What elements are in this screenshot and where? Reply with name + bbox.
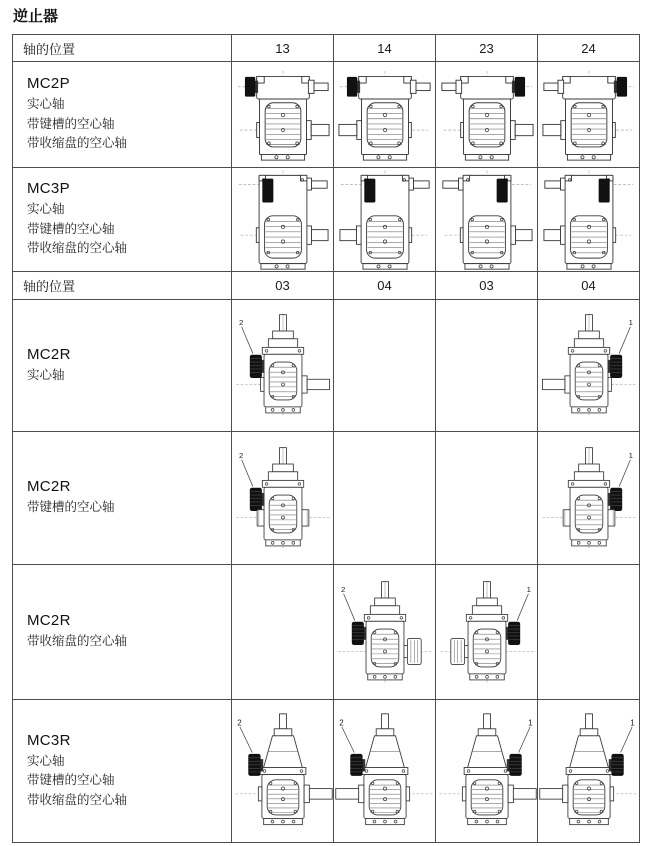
drawing-cell: [334, 565, 436, 700]
gearbox-drawing-r2-backstop-right: [539, 445, 639, 552]
drawing-cell: [538, 168, 640, 272]
svg-text:1: 1: [630, 718, 635, 728]
drawing-cell: [538, 62, 640, 168]
shaft-type-label: 带键槽的空心轴: [27, 500, 115, 515]
gearbox-drawing-p3-backstop-left: [235, 168, 331, 271]
model-name: MC3P: [27, 180, 70, 198]
gearbox-drawing-r2-backstop-right: [539, 312, 639, 419]
drawing-cell: [334, 168, 436, 272]
svg-text:2: 2: [340, 584, 345, 594]
position-code-cell: 03: [436, 272, 538, 300]
svg-text:2: 2: [238, 450, 243, 460]
gearbox-drawing-p3-backstop-left: [337, 168, 433, 271]
gearbox-drawing-r3-backstop-right: [436, 711, 538, 831]
drawing-cell: [334, 62, 436, 168]
model-row-mc3p: [13, 168, 640, 272]
shaft-type-label: 带键槽的空心轴: [27, 221, 115, 236]
shaft-type-label: 带键槽的空心轴: [27, 773, 115, 788]
model-label-cell: [13, 62, 232, 168]
position-code-cell: 04: [334, 272, 436, 300]
model-name: MC2R: [27, 478, 71, 496]
model-label-cell: [13, 432, 232, 565]
shaft-type-label: 带收缩盘的空心轴: [27, 634, 128, 649]
gearbox-drawing-p3-backstop-right: [541, 168, 637, 271]
shaft-type-label: 实心轴: [27, 202, 65, 217]
drawing-cell: [232, 62, 334, 168]
gearbox-drawing-r2-backstop-left: [233, 312, 333, 419]
drawing-cell: [538, 432, 640, 565]
gearbox-drawing-p3-backstop-right: [439, 168, 535, 271]
model-name: MC2R: [27, 345, 71, 363]
position-code-cell: 13: [232, 35, 334, 62]
position-code-cell: 03: [232, 272, 334, 300]
svg-text:2: 2: [237, 718, 242, 728]
position-header-row: [13, 35, 640, 62]
page-title: 逆止器: [13, 8, 59, 25]
model-label-cell: [13, 565, 232, 700]
model-name: MC2R: [27, 612, 71, 630]
axis-position-label-cell: 轴的位置: [13, 35, 232, 62]
empty-cell: [232, 565, 334, 700]
axis-position-label-cell: 轴的位置: [13, 272, 232, 300]
svg-text:1: 1: [528, 718, 533, 728]
gearbox-drawing-r2-backstop-right: [437, 579, 537, 686]
shaft-type-label: 实心轴: [27, 367, 65, 382]
model-label-cell: [13, 168, 232, 272]
gearbox-drawing-r2-backstop-left: [335, 579, 435, 686]
shaft-type-label: 带收缩盘的空心轴: [27, 136, 128, 151]
gearbox-drawing-p2-backstop-right: [438, 68, 536, 162]
svg-text:1: 1: [628, 450, 633, 460]
drawing-cell: [334, 700, 436, 843]
gearbox-drawing-r3-backstop-left: [232, 711, 334, 831]
position-code-cell: 04: [538, 272, 640, 300]
backstop-configuration-table: [12, 34, 640, 843]
shaft-type-label: 实心轴: [27, 97, 65, 112]
model-row-mc2r: [13, 300, 640, 432]
empty-cell: [334, 432, 436, 565]
drawing-cell: [436, 168, 538, 272]
model-row-mc2r: [13, 565, 640, 700]
empty-cell: [436, 432, 538, 565]
table-body: [13, 35, 640, 843]
drawing-cell: [232, 168, 334, 272]
model-row-mc2p: [13, 62, 640, 168]
model-name: MC2P: [27, 75, 70, 93]
position-code-cell: 14: [334, 35, 436, 62]
shaft-type-label: 带收缩盘的空心轴: [27, 792, 128, 807]
empty-cell: [436, 300, 538, 432]
svg-text:2: 2: [238, 317, 243, 327]
model-row-mc3r: [13, 700, 640, 843]
gearbox-drawing-r2-backstop-left: [233, 445, 333, 552]
gearbox-drawing-p2-backstop-left: [234, 68, 332, 162]
svg-text:1: 1: [628, 317, 633, 327]
drawing-cell: [436, 62, 538, 168]
shaft-type-label: 带收缩盘的空心轴: [27, 241, 128, 256]
gearbox-drawing-r3-backstop-left: [334, 711, 436, 831]
model-label-cell: [13, 700, 232, 843]
svg-text:2: 2: [339, 718, 344, 728]
gearbox-drawing-r3-backstop-right: [538, 711, 640, 831]
model-name: MC3R: [27, 731, 71, 749]
gearbox-drawing-p2-backstop-right: [540, 68, 638, 162]
drawing-cell: [538, 300, 640, 432]
model-label-cell: [13, 300, 232, 432]
empty-cell: [334, 300, 436, 432]
drawing-cell: [232, 300, 334, 432]
svg-text:1: 1: [526, 584, 531, 594]
drawing-cell: [436, 700, 538, 843]
empty-cell: [538, 565, 640, 700]
drawing-cell: [232, 432, 334, 565]
shaft-type-label: 实心轴: [27, 753, 65, 768]
gearbox-drawing-p2-backstop-left: [336, 68, 434, 162]
model-row-mc2r: [13, 432, 640, 565]
shaft-type-label: 带键槽的空心轴: [27, 116, 115, 131]
drawing-cell: [232, 700, 334, 843]
position-header-row: [13, 272, 640, 300]
position-code-cell: 24: [538, 35, 640, 62]
position-code-cell: 23: [436, 35, 538, 62]
drawing-cell: [436, 565, 538, 700]
drawing-cell: [538, 700, 640, 843]
